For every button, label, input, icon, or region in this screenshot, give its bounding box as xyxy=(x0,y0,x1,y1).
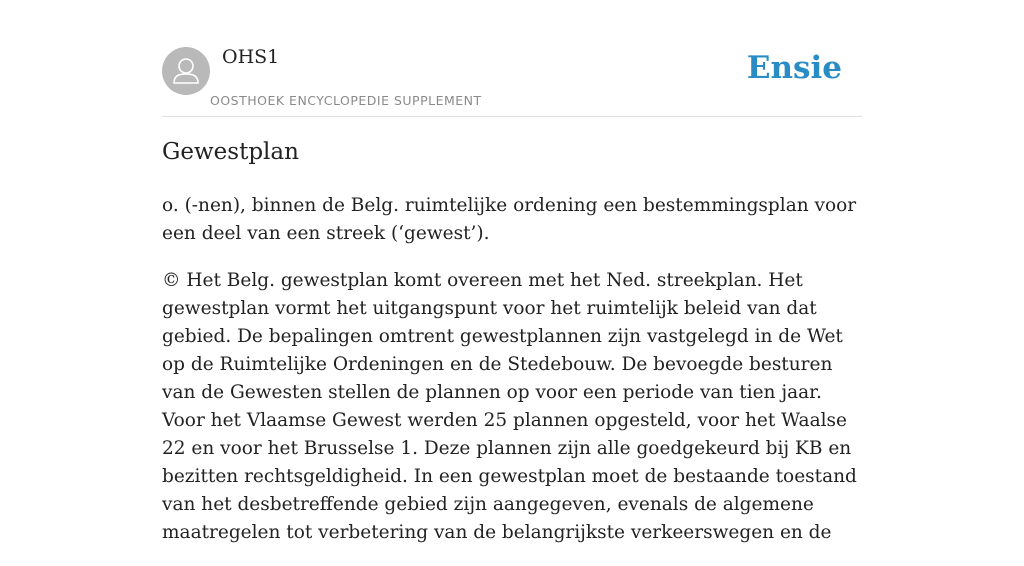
article-paragraph: o. (-nen), binnen de Belg. ruimtelijke ordening een bestemmingsplan voor een deel van een streek (‘gewest’). xyxy=(162,195,857,244)
avatar[interactable] xyxy=(162,47,210,95)
article-title: Gewestplan xyxy=(162,139,299,165)
site-logo[interactable]: Ensie xyxy=(746,50,842,86)
author-name[interactable]: OHS1 xyxy=(222,46,280,68)
page-header xyxy=(162,0,862,117)
article-paragraph: © Het Belg. gewestplan komt overeen met het Ned. streekplan. Het gewestplan vormt het uitgangspunt voor het ruimtelijk beleid van dat gebied. De bepalingen omtrent gewestplannen zijn vastgelegd in de Wet op de Ruimtelijke Ordeningen en de Stedebouw. De bevoegde besturen van de Gewesten stellen de plannen op voor een periode van tien jaar. Voor het Vlaamse Gewest werden 25 plannen opgesteld, voor het Waalse 22 en voor het Brusselse 1. Deze plannen zijn alle goedgekeurd bij KB en bezitten rechtsgeldigheid. In een gewestplan moet de bestaande toestand van het desbetreffende gebied zijn aangegeven, evenals de algemene maatregelen tot verbetering van de belangrijkste verkeerswegen en de xyxy=(162,270,857,543)
user-silhouette-icon xyxy=(162,47,210,95)
source-label[interactable]: OOSTHOEK ENCYCLOPEDIE SUPPLEMENT xyxy=(210,93,482,108)
article-body xyxy=(162,192,862,566)
